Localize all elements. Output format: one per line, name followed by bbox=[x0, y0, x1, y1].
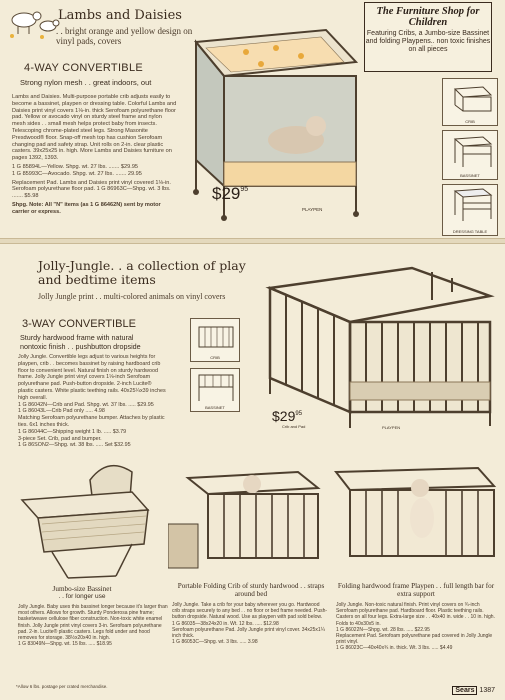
crib-diagram-icon bbox=[191, 319, 241, 355]
playpen-label: PLAYPEN bbox=[302, 207, 323, 212]
model-tagline: Sturdy hardwood frame with natural nontoxic finish . . pushbutton dropside bbox=[20, 333, 141, 351]
furniture-shop-box bbox=[364, 2, 492, 72]
thumb-bassinet bbox=[190, 368, 240, 412]
crib-pad-label: Crib and Pad bbox=[282, 424, 306, 429]
model-tagline: Strong nylon mesh . . great indoors, out bbox=[20, 78, 152, 87]
thumb-crib bbox=[442, 78, 498, 126]
folding-playpen-body: Jolly Jungle. Non-toxic natural finish. Print vinyl covers on ¾-inch Serofoam polyurethane pad. Hardboard floor. Plastic teething rails. Casters on all four legs. Extra-large size . . 40x40 in. wide . . 10 in. high. Folds to 40x30x5 in. 1 G 86022N—Shpg. wt. 28 lbs. ..... $22.95 Replacement Pad. Serofoam polyurethane pad covered in Jolly Jungle print vinyl. 1 G 86023C—40x40x¾ in. thick. Wt. 3 lbs. ..... $4.49 bbox=[336, 602, 495, 652]
thumb-dressing-table bbox=[442, 184, 498, 236]
bassinet-body: Jolly Jungle. Baby uses this bassinet longer because it's larger than most others. Allows for growth. Sturdy Ponderosa pine frame; basketweave cellulose fiber construction. Non-toxic white enamel finish. Jolly Jungle print vinyl covers 3-in. Serofoam polyurethane pad. 2-in. Lucite® plastic casters. Legs fold under and hood removes for storage. 38½x20x40 in. high. 1 G 83049N—Shpg. wt. 15 lbs. ..... $18.95 bbox=[18, 604, 168, 648]
lambs-body-text bbox=[12, 94, 177, 216]
shop-text: Featuring Cribs, a Jumbo-size Bassinet and folding Playpens.. non toxic finishes on all pieces bbox=[365, 30, 491, 53]
portable-folding-crib-photo bbox=[168, 464, 328, 572]
lambs-daisies-headline: Lambs and Daisies bbox=[58, 8, 182, 23]
section-divider bbox=[0, 238, 505, 244]
crib-diagram-icon bbox=[443, 79, 499, 119]
top-section bbox=[0, 0, 505, 240]
page-number bbox=[452, 687, 495, 694]
jolly-jungle-subhead: Jolly Jungle print . . multi-colored animals on vinyl covers bbox=[38, 292, 226, 301]
price-cents: 95 bbox=[240, 186, 249, 193]
bassinet-diagram-icon bbox=[443, 131, 499, 171]
model-heading: 3-WAY CONVERTIBLE bbox=[22, 318, 136, 330]
thumb-bassinet bbox=[442, 130, 498, 180]
folding-playpen-photo bbox=[328, 460, 498, 570]
thumb-label: CRIB bbox=[465, 119, 475, 124]
order-lines: 1 G 85894L—Yellow. Shpg. wt. 27 lbs. ....... $29.95 1 G 85993C—Avocado. Shpg. wt. 27 lbs. ....... 29.95 bbox=[12, 163, 142, 177]
replacement-pad: Replacement Pad. Lambs and Daisies print vinyl covered 1⅛-in. Serofoam polyurethane floor pad. 1 G 86963C—Shpg. wt. 3 lbs. ....... $5.98 bbox=[12, 179, 171, 200]
lambs-playpen-photo bbox=[176, 22, 366, 222]
jolly-body-text: Jolly Jungle. Convertible legs adjust to various heights for playpen, crib . . becomes bassinet by raising hardboard crib floor to convenient level. Natural finish on sturdy hardwood frame. Jolly Jungle print vinyl covers 1⅛-inch Serofoam polyurethane pad. Push-button dropside. 2-inch Lucite® plastic casters. White plastic teething rails. 40x25¼x39 inches high overall. 1 G 86042N—Crib and Pad. Shpg. wt. 37 lbs. ..... $29.95 1 G 86043L—Crib Pad only ..... 4.98 Matching Serofoam polyurethane bumper. Attaches by plastic ties. 6x1 inches thick. 1 G 86044C—Shipping weight 1 lb. ..... $3.79 3-piece Set. Crib, pad and bumper. 1 G 86SON2—Shpg. wt. 38 lbs. ..... Set $32.95 bbox=[18, 354, 166, 449]
lamb-illustration bbox=[6, 4, 62, 40]
bassinet-photo bbox=[12, 452, 162, 582]
playpen-label: PLAYPEN bbox=[382, 425, 401, 430]
body-paragraph: Lambs and Daisies. Multi-purpose portable crib adjusts easily to become a bassinet, playpen or dressing table. Colorful Lambs and Daisies print vinyl covers 1⅛-in. thick Serofoam polyurethane floor pad. Yellow or avocado vinyl on sturdy steel frame and nylon mesh sides . . small mesh helps protect baby from insects. Telescoping chrome-plated steel legs. Strong Masonite Presdwood® floor. Snap-off mesh top has cushion Serofoam changing pad and safety strap. Unit rolls on 2-in. clear plastic casters. 39x25x25 in. high. More Lambs and Daisies furniture on pages 1392, 1393. bbox=[12, 94, 177, 162]
portable-crib-caption bbox=[176, 582, 326, 598]
price-cents: 95 bbox=[295, 411, 303, 417]
model-heading: 4-WAY CONVERTIBLE bbox=[24, 62, 143, 74]
lambs-daisies-subhead: . . bright orange and yellow design on vinyl pads, covers bbox=[56, 26, 193, 46]
jolly-jungle-headline: Jolly-Jungle. . a collection of play and bedtime items bbox=[38, 258, 246, 287]
lambs-price bbox=[212, 184, 248, 204]
thumb-label: CRIB bbox=[210, 355, 220, 360]
folding-playpen-caption bbox=[336, 582, 496, 598]
brand-badge: Sears bbox=[452, 686, 477, 695]
shipping-note: Shpg. Note: All "N" items (as 1 G 86462N) sent by motor carrier or express. bbox=[12, 201, 161, 215]
thumb-label: BASSINET bbox=[205, 405, 225, 410]
bassinet-diagram-icon bbox=[191, 369, 241, 405]
thumb-crib bbox=[190, 318, 240, 362]
product-title: Jumbo-size Bassinet bbox=[52, 585, 112, 593]
product-title: Portable Folding Crib of sturdy hardwood . . straps around bed bbox=[177, 582, 325, 598]
price-dollars: $29 bbox=[272, 408, 296, 424]
product-subtitle: . . for longer use bbox=[58, 593, 106, 600]
jolly-crib-photo bbox=[262, 252, 502, 432]
price-dollars: $29 bbox=[212, 184, 241, 203]
thumb-label: DRESSING TABLE bbox=[452, 229, 488, 234]
product-title: Folding hardwood frame Playpen . . full length bar for extra support bbox=[337, 582, 495, 598]
portable-crib-body: Jolly Jungle. Take a crib for your baby wherever you go. Hardwood crib straps securely to any bed . . no floor or bed frame needed. Push-button dropside. Natural wood. Use as playpen with pad sold below. 1 G 86035—38x24x20 in. Wt. 12 lbs. ..... $12.98 Serofoam polyurethane Pad. Jolly Jungle print vinyl cover. 34x25x1¼ inch thick. 1 G 86053C—Shpg. wt. 3 lbs. ..... 3.98 bbox=[172, 602, 328, 646]
dressing-table-diagram-icon bbox=[443, 185, 499, 225]
page-number-value: 1387 bbox=[479, 687, 495, 694]
bassinet-caption bbox=[18, 585, 146, 601]
thumb-label: BASSINET bbox=[460, 173, 480, 178]
shop-title: The Furniture Shop for Children bbox=[376, 6, 480, 28]
footnote: *Allow 6 lbs. postage per crated merchandise. bbox=[16, 684, 108, 689]
jolly-price bbox=[272, 408, 302, 424]
